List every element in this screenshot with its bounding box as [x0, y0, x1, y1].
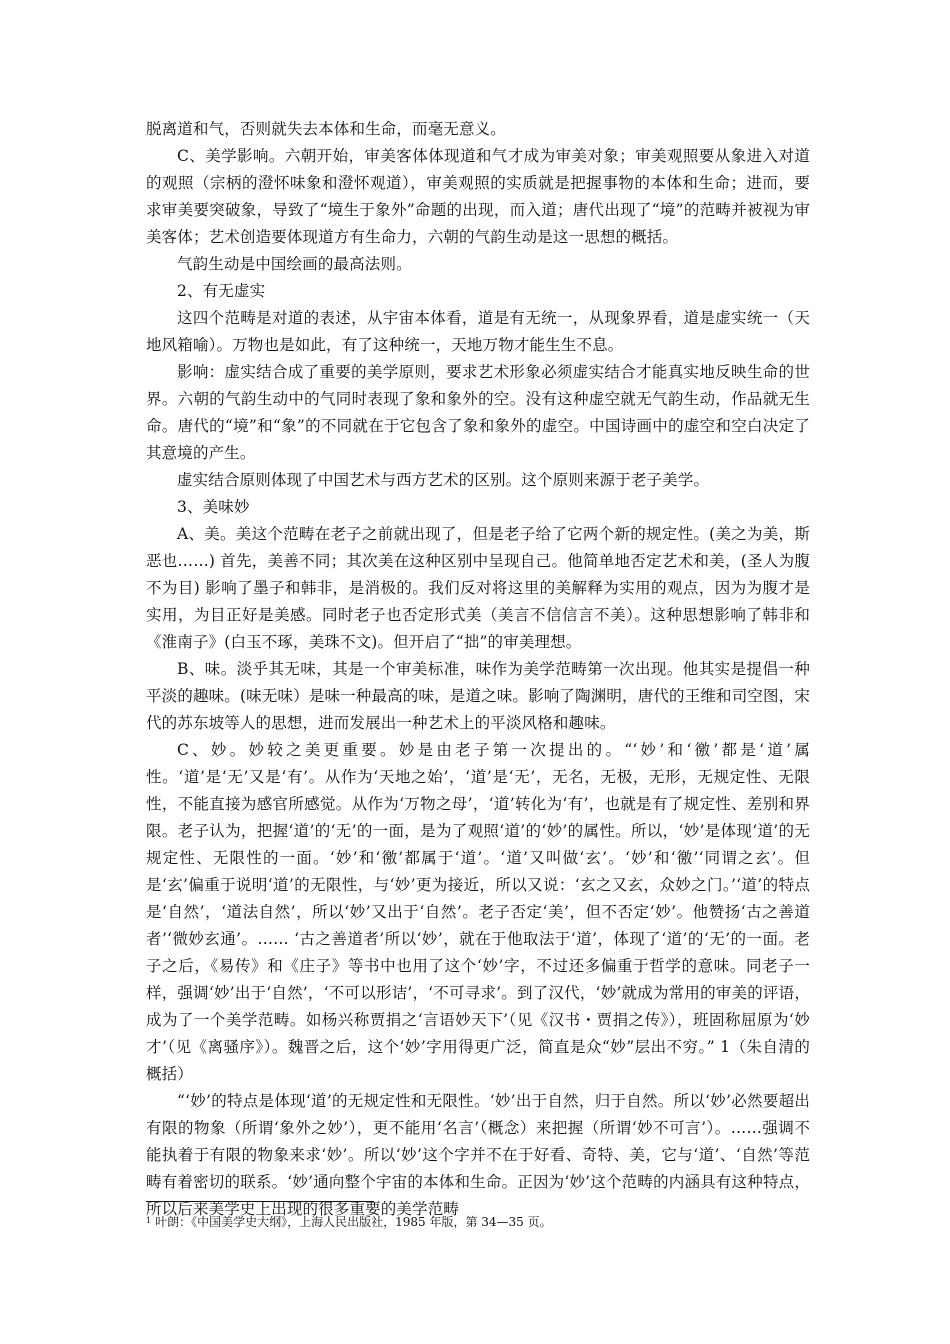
paragraph-qiyun-shengdong: 气韵生动是中国绘画的最高法则。: [177, 255, 412, 273]
paragraph-miao-features: “‘妙’的特点是体现‘道’的无规定性和无限性。‘妙’出于自然，归于自然。所以‘妙’必然要超出有限的物象（所谓‘象外之妙’），更不能用‘名言’（概念）来把握（所谓‘妙不可言’）。……强调不能执着于有限的物象来求‘妙’。所以‘妙’这个字并不在于好看、奇特、美，它与‘道’、‘自然’等范畴有着密切的联系。‘妙’通向整个宇宙的本体和生命。正因为‘妙’这个范畴的内涵具有这种特点，所以后来美学史上出现的很多重要的美学范畴: [146, 1092, 810, 1218]
section-heading-mei-wei-miao: 3、美味妙: [177, 498, 250, 516]
section-heading-you-wu-xu-shi: 2、有无虚实: [177, 282, 266, 300]
paragraph-continuation: 脱离道和气，否则就失去本体和生命，而毫无意义。: [146, 120, 506, 138]
footnote: [146, 1212, 810, 1231]
paragraph-four-categories: 这四个范畴是对道的表述，从宇宙本体看，道是有无统一，从现象界看，道是虚实统一（天地风箱喻）。万物也是如此，有了这种统一，天地万物才能生生不息。: [146, 309, 810, 354]
paragraph-xushi-principle: 虚实结合原则体现了中国艺术与西方艺术的区别。这个原则来源于老子美学。: [177, 471, 710, 489]
footnote-separator: [146, 1201, 374, 1202]
paragraph-wei: B、味。淡乎其无味，其是一个审美标准，味作为美学范畴第一次出现。他其实是提倡一种平淡的趣味。(味无味）是味一种最高的味，是道之味。影响了陶渊明，唐代的王维和司空图，宋代的苏东坡等人的思想，进而发展出一种艺术上的平淡风格和趣味。: [146, 660, 810, 732]
paragraph-miao: C、妙。妙较之美更重要。妙是由老子第一次提出的。“‘妙’和‘徼’都是‘道’属性。‘道’是‘无’又是‘有’。从作为‘天地之始’，‘道’是‘无’，无名，无极，无形，无规定性、无限性，不能直接为感官所感觉。从作为‘万物之母’，‘道’转化为‘有’，也就是有了规定性、差别和界限。老子认为，把握‘道’的‘无’的一面，是为了观照‘道’的‘妙’的属性。所以，‘妙’是体现‘道’的无规定性、无限性的一面。‘妙’和‘徼’都属于‘道’。‘道’又叫做‘玄’。‘妙’和‘徼’‘同谓之玄’。但是‘玄’偏重于说明‘道’的无限性，与‘妙’更为接近，所以又说：‘玄之又玄，众妙之门。’‘道’的特点是‘自然’，‘道法自然’，所以‘妙’又出于‘自然’。老子否定‘美’，但不否定‘妙’。他赞扬‘古之善道者’‘微妙玄通’。…… ‘古之善道者’所以‘妙’，就在于他取法于‘道’，体现了‘道’的‘无’的一面。老子之后，《易传》和《庄子》等书中也用了这个‘妙’字，不过还多偏重于哲学的意味。同老子一样，强调‘妙’出于‘自然’，‘不可以形诘’，‘不可寻求’。到了汉代，‘妙’就成为常用的审美的评语，成为了一个美学范畴。如杨兴称贾捐之‘言语妙天下’（见《汉书・贾捐之传》），班固称屈原为‘妙才’（见《离骚序》）。魏晋之后，这个‘妙’字用得更广泛，简直是众“妙”层出不穷。” 1（朱自清的概括）: [146, 741, 810, 1083]
footnote-text: 叶朗：《中国美学史大纲》，上海人民出版社，1985 年版，第 34—35 页。: [155, 1215, 552, 1229]
paragraph-mei: A、美。美这个范畴在老子之前就出现了，但是老子给了它两个新的规定性。(美之为美，斯恶也……) 首先，美善不同；其次美在这种区别中呈现自己。他简单地否定艺术和美，(圣人为腹不为目) 影响了墨子和韩非，是消极的。我们反对将这里的美解释为实用的观点，因为为腹才是实用，为目正好是美感。同时老子也否定形式美（美言不信信言不美）。这种思想影响了韩非和《淮南子》(白玉不琢，美珠不文)。但开启了“拙”的审美理想。: [146, 525, 810, 651]
paragraph-aesthetic-influence: C、美学影响。六朝开始，审美客体体现道和气才成为审美对象；审美观照要从象进入对道的观照（宗柄的澄怀味象和澄怀观道），审美观照的实质就是把握事物的本体和生命；进而，要求审美要突破象，导致了“境生于象外”命题的出现，而入道；唐代出现了“境”的范畴并被视为审美客体；艺术创造要体现道方有生命力，六朝的气韵生动是这一思想的概括。: [146, 147, 810, 246]
footnote-marker: 1: [146, 1216, 152, 1225]
body-text: [146, 116, 810, 1223]
paragraph-influence-xushi: 影响：虚实结合成了重要的美学原则，要求艺术形象必须虚实结合才能真实地反映生命的世界。六朝的气韵生动中的气同时表现了象和象外的空。没有这种虚空就无气韵生动，作品就无生命。唐代的“境”和“象”的不同就在于它包含了象和象外的虚空。中国诗画中的虚空和空白决定了其意境的产生。: [146, 363, 810, 462]
